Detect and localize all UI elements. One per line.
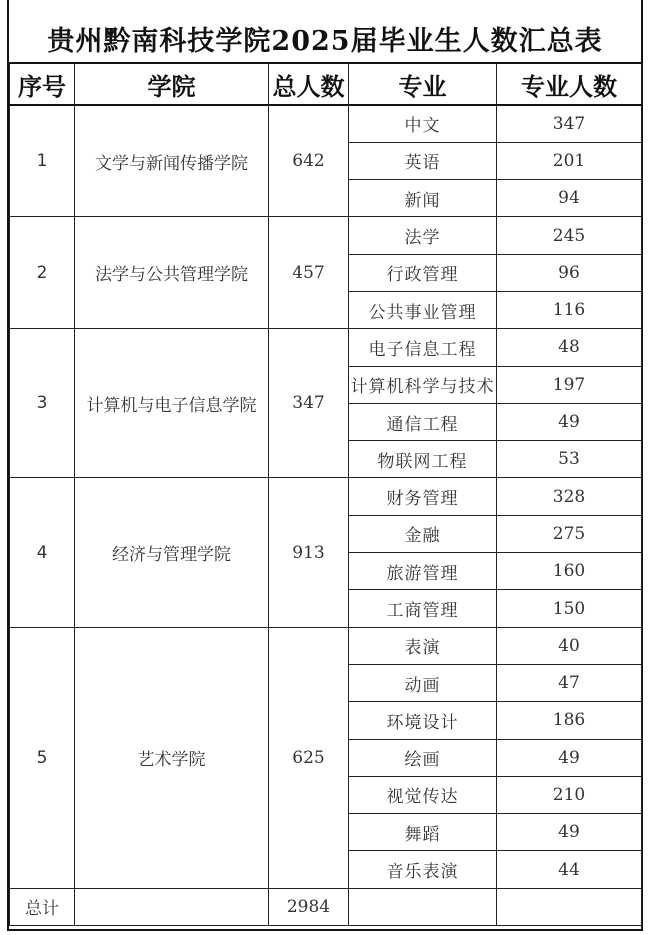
major-name: 通信工程 xyxy=(349,403,497,440)
college-name: 文学与新闻传播学院 xyxy=(75,105,269,217)
college-name: 经济与管理学院 xyxy=(75,478,269,627)
header-major-count: 专业人数 xyxy=(497,63,642,105)
major-name: 物联网工程 xyxy=(349,441,497,478)
major-name: 计算机科学与技术 xyxy=(349,366,497,403)
college-total: 913 xyxy=(269,478,349,627)
major-count: 328 xyxy=(497,478,642,515)
major-name: 视觉传达 xyxy=(349,776,497,813)
total-row xyxy=(10,888,642,925)
major-name: 动画 xyxy=(349,664,497,701)
major-name: 工商管理 xyxy=(349,590,497,627)
row-index: 3 xyxy=(10,329,75,478)
major-count: 201 xyxy=(497,142,642,179)
header-college: 学院 xyxy=(75,63,269,105)
table-row xyxy=(10,329,642,366)
major-name: 财务管理 xyxy=(349,478,497,515)
major-count: 40 xyxy=(497,627,642,664)
row-index: 5 xyxy=(10,627,75,888)
table-row xyxy=(10,478,642,515)
total-college-empty xyxy=(75,888,269,925)
total-major-empty xyxy=(349,888,497,925)
major-name: 新闻 xyxy=(349,180,497,217)
major-count: 245 xyxy=(497,217,642,254)
major-count: 94 xyxy=(497,180,642,217)
major-count: 275 xyxy=(497,515,642,552)
college-name: 艺术学院 xyxy=(75,627,269,888)
major-count: 53 xyxy=(497,441,642,478)
college-total: 347 xyxy=(269,329,349,478)
major-count: 160 xyxy=(497,553,642,590)
major-count: 116 xyxy=(497,291,642,328)
header-major: 专业 xyxy=(349,63,497,105)
major-name: 公共事业管理 xyxy=(349,291,497,328)
graduates-table xyxy=(9,62,642,926)
total-label: 总计 xyxy=(10,888,75,925)
table-body xyxy=(10,105,642,888)
table-footer xyxy=(10,888,642,925)
college-name: 法学与公共管理学院 xyxy=(75,217,269,329)
major-count: 49 xyxy=(497,814,642,851)
major-count: 47 xyxy=(497,664,642,701)
table-row xyxy=(10,627,642,664)
header-index: 序号 xyxy=(10,63,75,105)
major-count: 49 xyxy=(497,739,642,776)
major-name: 旅游管理 xyxy=(349,553,497,590)
major-count: 49 xyxy=(497,403,642,440)
major-name: 中文 xyxy=(349,105,497,142)
major-count: 197 xyxy=(497,366,642,403)
college-total: 457 xyxy=(269,217,349,329)
major-name: 舞蹈 xyxy=(349,814,497,851)
college-total: 642 xyxy=(269,105,349,217)
header-total: 总人数 xyxy=(269,63,349,105)
row-index: 4 xyxy=(10,478,75,627)
major-count: 96 xyxy=(497,254,642,291)
grand-total: 2984 xyxy=(269,888,349,925)
table-row xyxy=(10,105,642,142)
college-total: 625 xyxy=(269,627,349,888)
page-title: 贵州黔南科技学院2025届毕业生人数汇总表 xyxy=(47,25,603,57)
major-count: 48 xyxy=(497,329,642,366)
total-count-empty xyxy=(497,888,642,925)
major-name: 行政管理 xyxy=(349,254,497,291)
major-count: 210 xyxy=(497,776,642,813)
major-name: 法学 xyxy=(349,217,497,254)
major-name: 表演 xyxy=(349,627,497,664)
row-index: 2 xyxy=(10,217,75,329)
major-name: 环境设计 xyxy=(349,702,497,739)
header-row xyxy=(10,63,642,105)
table-row xyxy=(10,217,642,254)
major-name: 金融 xyxy=(349,515,497,552)
major-name: 英语 xyxy=(349,142,497,179)
major-count: 150 xyxy=(497,590,642,627)
major-count: 347 xyxy=(497,105,642,142)
major-name: 绘画 xyxy=(349,739,497,776)
major-count: 44 xyxy=(497,851,642,888)
row-index: 1 xyxy=(10,105,75,217)
major-name: 音乐表演 xyxy=(349,851,497,888)
table-header xyxy=(10,63,642,105)
college-name: 计算机与电子信息学院 xyxy=(75,329,269,478)
major-name: 电子信息工程 xyxy=(349,329,497,366)
major-count: 186 xyxy=(497,702,642,739)
